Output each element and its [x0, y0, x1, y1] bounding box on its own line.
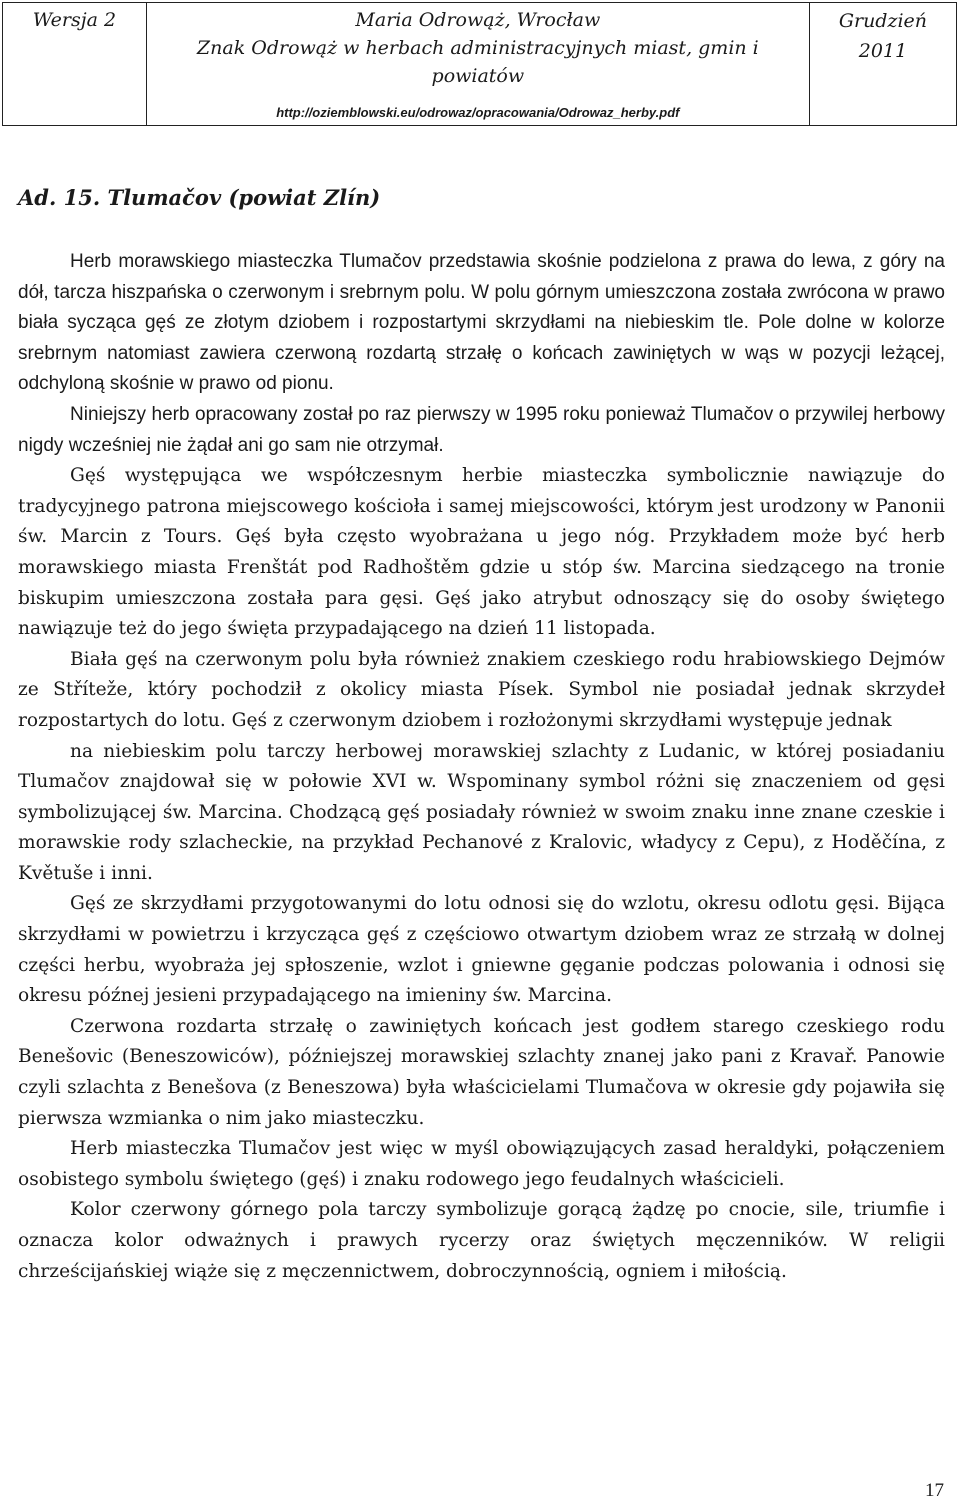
- header-title-cell: [146, 3, 809, 126]
- header-url[interactable]: http://oziemblowski.eu/odrowaz/opracowania/Odrowaz_herby.pdf: [276, 105, 680, 120]
- paragraph-1-part-b: Pole dolne w kolorze srebrnym natomiast zawiera czerwoną rozdartą strzałę o końcach zawiniętych w wąs w pozycji leżącej, odchyloną skośnie w prawo od pionu.: [18, 312, 945, 395]
- section-title: Ad. 15. Tlumačov (powiat Zlín): [18, 185, 381, 210]
- header-doc-title: Znak Odrowąż w herbach administracyjnych miast, gmin i powiatów: [196, 37, 759, 87]
- document-body: [18, 247, 945, 1287]
- paragraph-2: Niniejszy herb opracowany został po raz pierwszy w 1995 roku ponieważ Tlumačov o przywilej herbowy nigdy wcześniej nie żądał ani go sam nie otrzymał.: [18, 403, 945, 456]
- paragraph-1-part-a: Herb morawskiego miasteczka Tlumačov przedstawia skośnie podzielona z prawa do lewa, z góry na dół, tarcza hiszpańska o czerwonym i srebrnym polu. W polu górnym umieszczona została zwrócona w prawo biała sycząca gęś ze złotym dziobem i rozpostartymi skrzydłami na niebieskim tle.: [18, 251, 945, 334]
- header-month: Grudzień: [838, 10, 928, 32]
- header-version: Wersja 2: [32, 9, 117, 31]
- paragraph-5: Gęś ze skrzydłami przygotowanymi do lotu odnosi się do wzlotu, okresu odlotu gęsi. Bijąca skrzydłami w powietrzu i krzycząca gęś z częściowo otwartym dziobem wraz ze strzałą w dolnej części herbu, wyobraża jej spłoszenie, wzlot i gniewne gęganie podczas polowania i odnosi się okresu późnej jesieni przypadającego na imieniny św. Marcina.: [18, 893, 945, 1007]
- paragraph-3: Gęś występująca we współczesnym herbie miasteczka symbolicznie nawiązuje do tradycyjnego patrona miejscowego kościoła i samej miejscowości, którym jest urodzony w Panonii św. Marcin z Tours. Gęś była często wyobrażana u jego nóg. Przykładem może być herb morawskiego miasta Frenštát pod Radhoštěm gdzie u stóp św. Marcina siedzącego na tronie biskupim umieszczona została para gęsi. Gęś jako atrybut odnoszący się do osoby świętego nawiązuje też do jego święta przypadającego na dzień 11 listopada.: [18, 465, 945, 640]
- paragraph-4-part-b: na niebieskim polu tarczy herbowej morawskiej szlachty z Ludanic, w której posiadaniu Tlumačov znajdował się w połowie XVI w. Wspominany symbol różni się znaczeniem od gęsi symbolizującej św. Marcina. Chodzącą gęś posiadały również w swoim znaku inne znane czeskie i morawskie rody szlacheckie, na przykład Pechanové z Kralovic, władycy z Cepu), z Hoděčína, z Květuše i inni.: [18, 740, 945, 884]
- header-year: 2011: [858, 40, 908, 62]
- header-date-cell: [809, 3, 956, 126]
- paragraph-1: [18, 247, 945, 400]
- header-version-cell: [3, 3, 147, 126]
- paragraph-4-part-a: Biała gęś na czerwonym polu była również znakiem czeskiego rodu hrabiowskiego Dejmów ze Stříteže, który pochodził z okolicy miasta Písek. Symbol nie posiadał jednak skrzydeł rozpostartych do lotu. Gęś z czerwonym dziobem i rozłożonymi skrzydłami występuje jednak: [18, 648, 945, 731]
- paragraph-7: Herb miasteczka Tlumačov jest więc w myśl obowiązujących zasad heraldyki, połączeniem osobistego symbolu świętego (gęś) i znaku rodowego jego feudalnych właścicieli.: [18, 1138, 945, 1190]
- page-header: [2, 2, 957, 126]
- paragraph-4: [18, 645, 945, 890]
- header-author: Maria Odrowąż, Wrocław: [355, 9, 601, 31]
- page-number: 17: [925, 1480, 944, 1501]
- paragraph-8: Kolor czerwony górnego pola tarczy symbolizuje gorącą żądzę po cnocie, sile, triumfie i oznacza kolor odważnych i prawych rycerzy oraz świętych męczenników. W religii chrześcijańskiej wiąże się z męczennictwem, dobroczynnością, ogniem i miłością.: [18, 1199, 945, 1282]
- paragraph-6: Czerwona rozdarta strzałę o zawiniętych końcach jest godłem starego czeskiego rodu Benešovic (Beneszowiców), późniejszej morawskiej szlachty znanej jako pani z Kravař. Panowie czyli szlachta z Benešova (z Beneszowa) była właścicielami Tlumačova w okresie gdy pojawiła się pierwsza wzmianka o nim jako miasteczku.: [18, 1015, 945, 1129]
